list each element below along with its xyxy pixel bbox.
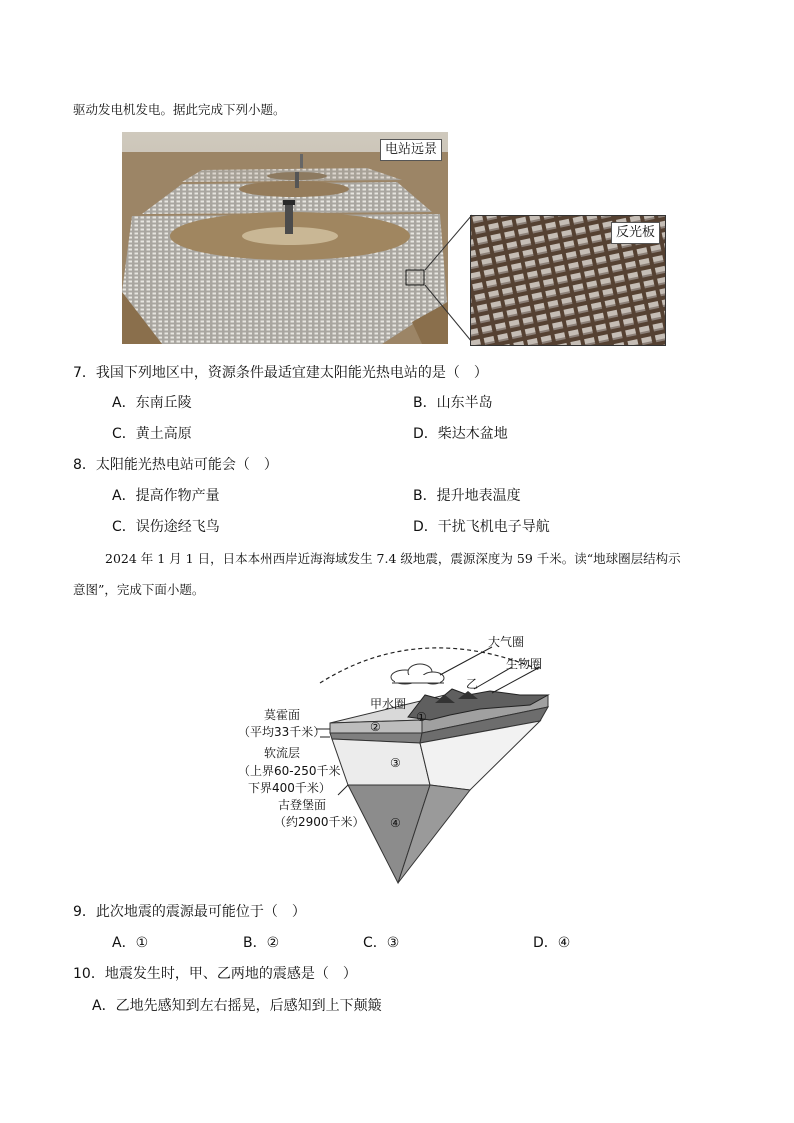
cloud-icon <box>391 664 444 684</box>
passage2-line2: 意图”，完成下面小题。 <box>73 582 205 597</box>
label-moho: 莫霍面 <box>264 708 301 722</box>
q7-option-c: C．黄土高原 <box>112 426 192 442</box>
q9-option-b: B．② <box>243 935 280 951</box>
label-layer-2: ② <box>370 720 381 734</box>
label-astheno-lower: 下界400千米） <box>248 781 331 795</box>
q8-option-b: B．提升地表温度 <box>413 488 521 504</box>
passage2-line1: 2024 年 1 月 1 日，日本本州西岸近海海域发生 7.4 级地震，震源深度为 59 千米。读“地球圈层结构示 <box>105 551 681 566</box>
label-layer-3: ③ <box>390 756 401 770</box>
label-asthenosphere: 软流层 <box>264 746 301 760</box>
label-gutenberg-depth: （约2900千米） <box>274 815 365 829</box>
earth-layers-diagram <box>230 625 560 887</box>
q8-option-c: C．误伤途经飞鸟 <box>112 519 220 535</box>
label-layer-4: ④ <box>390 816 401 830</box>
q10-stem: 10．地震发生时，甲、乙两地的震感是（ ） <box>73 966 357 982</box>
label-biosphere: 生物圈 <box>506 657 543 671</box>
label-moho-depth: （平均33千米） <box>238 725 326 739</box>
q9-option-d: D．④ <box>533 935 571 951</box>
photo-label-main: 电站远景 <box>380 139 442 161</box>
q7-option-b: B．山东半岛 <box>413 395 493 411</box>
power-station-photo <box>122 132 448 344</box>
q9-option-a: A．① <box>112 935 149 951</box>
q7-option-a: A．东南丘陵 <box>112 395 192 411</box>
label-gutenberg: 古登堡面 <box>278 798 327 812</box>
q7-stem: 7．我国下列地区中，资源条件最适宜建太阳能光热电站的是（ ） <box>73 365 488 381</box>
photo-label-inset: 反光板 <box>611 222 660 244</box>
label-astheno-upper: （上界60-250千米 <box>238 764 341 778</box>
q8-option-d: D．干扰飞机电子导航 <box>413 519 550 535</box>
q7-option-d: D．柴达木盆地 <box>413 426 508 442</box>
q8-stem: 8．太阳能光热电站可能会（ ） <box>73 457 278 473</box>
label-hydrosphere: 水圈 <box>382 697 407 711</box>
q9-option-c: C．③ <box>363 935 400 951</box>
label-layer-1: ① <box>416 710 427 724</box>
q9-stem: 9．此次地震的震源最可能位于（ ） <box>73 904 306 920</box>
label-jia: 甲 <box>370 697 383 711</box>
label-yi: 乙 <box>466 677 479 691</box>
label-atmosphere: 大气圈 <box>488 635 525 649</box>
q10-option-a: A．乙地先感知到左右摇晃，后感知到上下颠簸 <box>92 998 382 1014</box>
q8-option-a: A．提高作物产量 <box>112 488 220 504</box>
intro-text: 驱动发电机发电。据此完成下列小题。 <box>73 102 286 117</box>
